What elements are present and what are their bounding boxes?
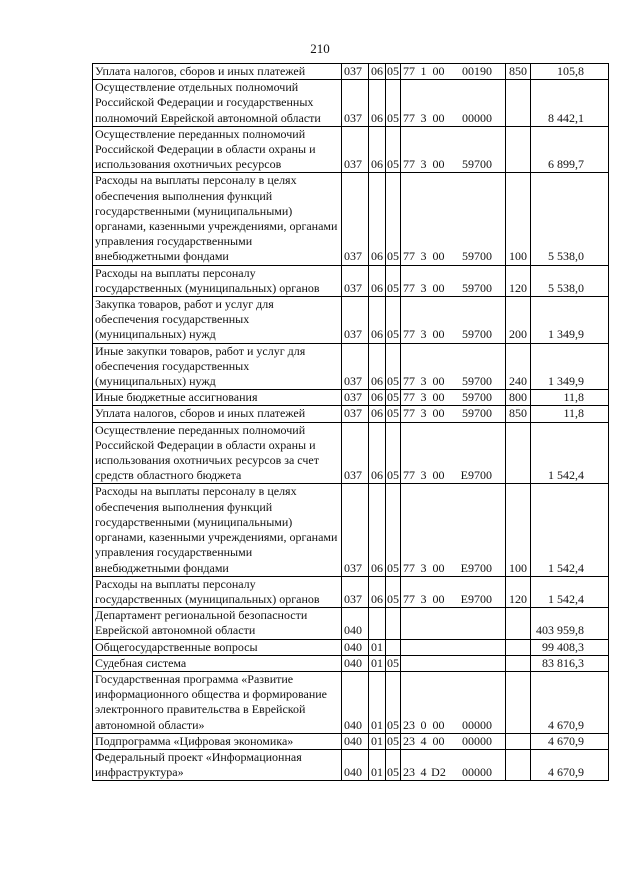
row-subsection: 05 (387, 655, 399, 670)
csr-program: 77 (403, 280, 415, 295)
csr-subprogram: 3 (420, 560, 427, 575)
row-expense-type (506, 422, 531, 484)
row-amount: 403 959,8 (531, 608, 609, 639)
row-gr-code: 040 (342, 749, 369, 780)
table-row (93, 406, 609, 422)
csr-program: 77 (403, 157, 415, 172)
csr-subprogram: 0 (420, 717, 427, 732)
csr-subprogram: 3 (420, 249, 427, 264)
csr-program: 77 (403, 249, 415, 264)
row-subsection: 05 (386, 173, 401, 265)
row-expense-type (506, 608, 531, 639)
row-subsection: 05 (387, 64, 399, 78)
row-expense-type: 850 (506, 64, 531, 80)
table-row (93, 297, 609, 344)
table-row (93, 390, 609, 406)
row-target-article (401, 422, 506, 484)
row-name: Подпрограмма «Цифровая экономика» (93, 733, 342, 749)
csr-program: 77 (403, 374, 415, 389)
csr-event: D2 (431, 765, 446, 780)
csr-program: 77 (403, 110, 415, 125)
csr-event: 00 (432, 468, 445, 483)
row-expense-type (506, 749, 531, 780)
row-expense-type: 240 (506, 343, 531, 390)
row-name: Уплата налогов, сборов и иных платежей (93, 64, 342, 80)
row-section: 01 (369, 749, 386, 780)
csr-subprogram: 4 (420, 765, 427, 780)
row-gr-code: 040 (342, 608, 369, 639)
row-subsection: 05 (386, 265, 401, 296)
row-gr-code: 037 (342, 406, 369, 422)
table-row (93, 126, 609, 173)
row-subsection: 05 (386, 80, 401, 127)
row-amount: 4 670,9 (531, 733, 609, 749)
csr-direction: 00000 (462, 110, 492, 125)
row-target-article (401, 297, 506, 344)
csr-event: 00 (432, 733, 445, 748)
table-row (93, 576, 609, 607)
table-row (93, 343, 609, 390)
row-amount: 4 670,9 (531, 749, 609, 780)
row-name: Федеральный проект «Информационная инфраструктура» (93, 749, 342, 780)
row-target-article (401, 343, 506, 390)
row-section: 06 (369, 390, 386, 406)
row-expense-type (506, 671, 531, 733)
row-name: Иные закупки товаров, работ и услуг для обеспечения государственных (муниципальных) нужд (93, 343, 342, 390)
row-amount: 99 408,3 (531, 639, 609, 655)
csr-event: 00 (432, 280, 445, 295)
row-expense-type: 100 (506, 173, 531, 265)
csr-event: 00 (432, 157, 445, 172)
csr-event: 00 (432, 406, 445, 421)
row-amount: 11,8 (531, 390, 609, 406)
row-section: 06 (369, 80, 386, 127)
row-section: 06 (369, 173, 386, 265)
row-amount: 8 442,1 (531, 80, 609, 127)
csr-program: 77 (403, 64, 415, 78)
row-expense-type (506, 639, 531, 655)
row-target-article (401, 608, 506, 639)
csr-subprogram: 3 (420, 157, 427, 172)
row-amount: 11,8 (531, 406, 609, 422)
row-gr-code: 037 (342, 265, 369, 296)
row-gr-code: 037 (342, 297, 369, 344)
row-section: 06 (369, 576, 386, 607)
row-name: Осуществление отдельных полномочий Российской Федерации и государственных полномочий Еврейской автономной области (93, 80, 342, 127)
row-amount: 1 542,4 (531, 484, 609, 576)
row-subsection (386, 608, 401, 639)
row-subsection: 05 (386, 297, 401, 344)
row-section: 01 (369, 733, 386, 749)
row-amount: 5 538,0 (531, 173, 609, 265)
row-name: Осуществление переданных полномочий Российской Федерации в области охраны и использования охотничьих ресурсов за счет средств областного бюджета (93, 422, 342, 484)
row-section: 06 (369, 343, 386, 390)
csr-subprogram: 3 (420, 390, 427, 405)
row-subsection: 05 (386, 671, 401, 733)
table-row (93, 639, 609, 655)
csr-direction: 59700 (462, 374, 492, 389)
csr-direction: 59700 (462, 390, 492, 405)
budget-table (92, 63, 609, 781)
row-subsection: 05 (386, 343, 401, 390)
row-name: Департамент региональной безопасности Еврейской автономной области (93, 608, 342, 639)
csr-subprogram: 3 (420, 280, 427, 295)
table-row (93, 484, 609, 576)
csr-event: 00 (432, 327, 445, 342)
csr-event: 00 (432, 560, 445, 575)
row-subsection: 05 (387, 390, 399, 405)
csr-event: 00 (432, 249, 445, 264)
row-amount: 6 899,7 (531, 126, 609, 173)
csr-program: 77 (403, 390, 415, 405)
row-expense-type (506, 655, 531, 671)
row-gr-code: 037 (342, 173, 369, 265)
row-amount: 1 349,9 (531, 343, 609, 390)
row-subsection (386, 639, 401, 655)
row-name: Расходы на выплаты персоналу государственных (муниципальных) органов (93, 576, 342, 607)
row-name: Уплата налогов, сборов и иных платежей (93, 406, 342, 422)
row-name: Государственная программа «Развитие информационного общества и формирование электронного правительства в Еврейской автономной области» (93, 671, 342, 733)
row-name: Расходы на выплаты персоналу в целях обеспечения выполнения функций государственными (муниципальными) органами, казенными учреждениями, органами управления государственными внебюджетными фондами (93, 484, 342, 576)
csr-subprogram: 3 (420, 110, 427, 125)
row-amount: 83 816,3 (531, 655, 609, 671)
row-expense-type: 850 (506, 406, 531, 422)
csr-direction: E9700 (460, 591, 492, 606)
row-section: 01 (369, 655, 386, 671)
csr-direction: 59700 (462, 406, 492, 421)
row-target-article (401, 64, 506, 80)
csr-program: 23 (403, 733, 415, 748)
csr-direction: 59700 (462, 157, 492, 172)
csr-event: 00 (432, 717, 445, 732)
row-subsection: 05 (387, 733, 399, 748)
row-gr-code: 037 (342, 64, 369, 80)
row-expense-type: 120 (506, 265, 531, 296)
table-row (93, 64, 609, 80)
csr-subprogram: 4 (420, 733, 427, 748)
row-gr-code: 037 (342, 126, 369, 173)
row-section: 06 (369, 126, 386, 173)
csr-direction: 00000 (462, 765, 492, 780)
row-subsection: 05 (387, 406, 399, 421)
row-section: 06 (369, 297, 386, 344)
row-subsection: 05 (386, 576, 401, 607)
row-amount: 1 349,9 (531, 297, 609, 344)
csr-program: 23 (403, 765, 415, 780)
csr-subprogram: 1 (420, 64, 427, 78)
csr-event: 00 (432, 374, 445, 389)
row-gr-code: 037 (342, 390, 369, 406)
row-section: 06 (369, 422, 386, 484)
row-expense-type (506, 126, 531, 173)
csr-event: 00 (432, 64, 445, 78)
csr-direction: 59700 (462, 327, 492, 342)
csr-direction: 59700 (462, 280, 492, 295)
row-target-article (401, 390, 506, 406)
row-target-article (401, 484, 506, 576)
csr-program: 77 (403, 560, 415, 575)
row-gr-code: 037 (342, 422, 369, 484)
row-target-article (401, 655, 506, 671)
csr-subprogram: 3 (420, 406, 427, 421)
row-gr-code: 037 (342, 343, 369, 390)
table-body (93, 64, 609, 781)
csr-direction: 00000 (462, 717, 492, 732)
table-row (93, 733, 609, 749)
row-target-article (401, 639, 506, 655)
csr-event: 00 (432, 390, 445, 405)
csr-event: 00 (432, 591, 445, 606)
row-subsection: 05 (386, 749, 401, 780)
row-section: 01 (369, 671, 386, 733)
csr-event: 00 (432, 110, 445, 125)
csr-program: 77 (403, 327, 415, 342)
table-row (93, 749, 609, 780)
csr-direction: E9700 (460, 468, 492, 483)
row-target-article (401, 126, 506, 173)
row-target-article (401, 733, 506, 749)
row-amount: 1 542,4 (531, 576, 609, 607)
row-section (369, 608, 386, 639)
row-target-article (401, 406, 506, 422)
row-name: Расходы на выплаты персоналу государственных (муниципальных) органов (93, 265, 342, 296)
row-gr-code: 040 (342, 655, 369, 671)
row-expense-type (506, 80, 531, 127)
row-gr-code: 040 (342, 733, 369, 749)
row-gr-code: 037 (342, 80, 369, 127)
row-expense-type: 200 (506, 297, 531, 344)
row-expense-type (506, 733, 531, 749)
table-row (93, 671, 609, 733)
csr-direction: E9700 (460, 560, 492, 575)
csr-subprogram: 3 (420, 468, 427, 483)
row-name: Осуществление переданных полномочий Российской Федерации в области охраны и использования охотничьих ресурсов (93, 126, 342, 173)
row-target-article (401, 749, 506, 780)
csr-program: 77 (403, 591, 415, 606)
table-row (93, 173, 609, 265)
row-name: Расходы на выплаты персоналу в целях обеспечения выполнения функций государственными (муниципальными) органами, казенными учреждениями, органами управления государственными внебюджетными фондами (93, 173, 342, 265)
row-name: Общегосударственные вопросы (93, 639, 342, 655)
csr-subprogram: 3 (420, 591, 427, 606)
row-target-article (401, 671, 506, 733)
row-expense-type: 100 (506, 484, 531, 576)
row-section: 01 (369, 639, 386, 655)
table-row (93, 608, 609, 639)
table-row (93, 655, 609, 671)
row-gr-code: 040 (342, 639, 369, 655)
table-row (93, 265, 609, 296)
table-row (93, 80, 609, 127)
row-gr-code: 040 (342, 671, 369, 733)
row-expense-type: 800 (506, 390, 531, 406)
row-section: 06 (369, 64, 386, 80)
row-target-article (401, 265, 506, 296)
row-section: 06 (369, 484, 386, 576)
table-row (93, 422, 609, 484)
row-name: Судебная система (93, 655, 342, 671)
page-number: 210 (310, 41, 330, 56)
row-gr-code: 037 (342, 484, 369, 576)
row-name: Закупка товаров, работ и услуг для обеспечения государственных (муниципальных) нужд (93, 297, 342, 344)
csr-subprogram: 3 (420, 374, 427, 389)
row-target-article (401, 576, 506, 607)
row-target-article (401, 80, 506, 127)
row-subsection: 05 (386, 126, 401, 173)
csr-subprogram: 3 (420, 327, 427, 342)
row-amount: 105,8 (531, 64, 609, 80)
row-amount: 4 670,9 (531, 671, 609, 733)
row-expense-type: 120 (506, 576, 531, 607)
row-gr-code: 037 (342, 576, 369, 607)
row-target-article (401, 173, 506, 265)
row-subsection: 05 (386, 422, 401, 484)
row-section: 06 (369, 406, 386, 422)
row-section: 06 (369, 265, 386, 296)
csr-direction: 00000 (462, 733, 492, 748)
csr-program: 23 (403, 717, 415, 732)
row-amount: 1 542,4 (531, 422, 609, 484)
row-name: Иные бюджетные ассигнования (93, 390, 342, 406)
csr-program: 77 (403, 468, 415, 483)
csr-program: 77 (403, 406, 415, 421)
csr-direction: 00190 (462, 64, 492, 78)
csr-direction: 59700 (462, 249, 492, 264)
row-amount: 5 538,0 (531, 265, 609, 296)
row-subsection: 05 (386, 484, 401, 576)
